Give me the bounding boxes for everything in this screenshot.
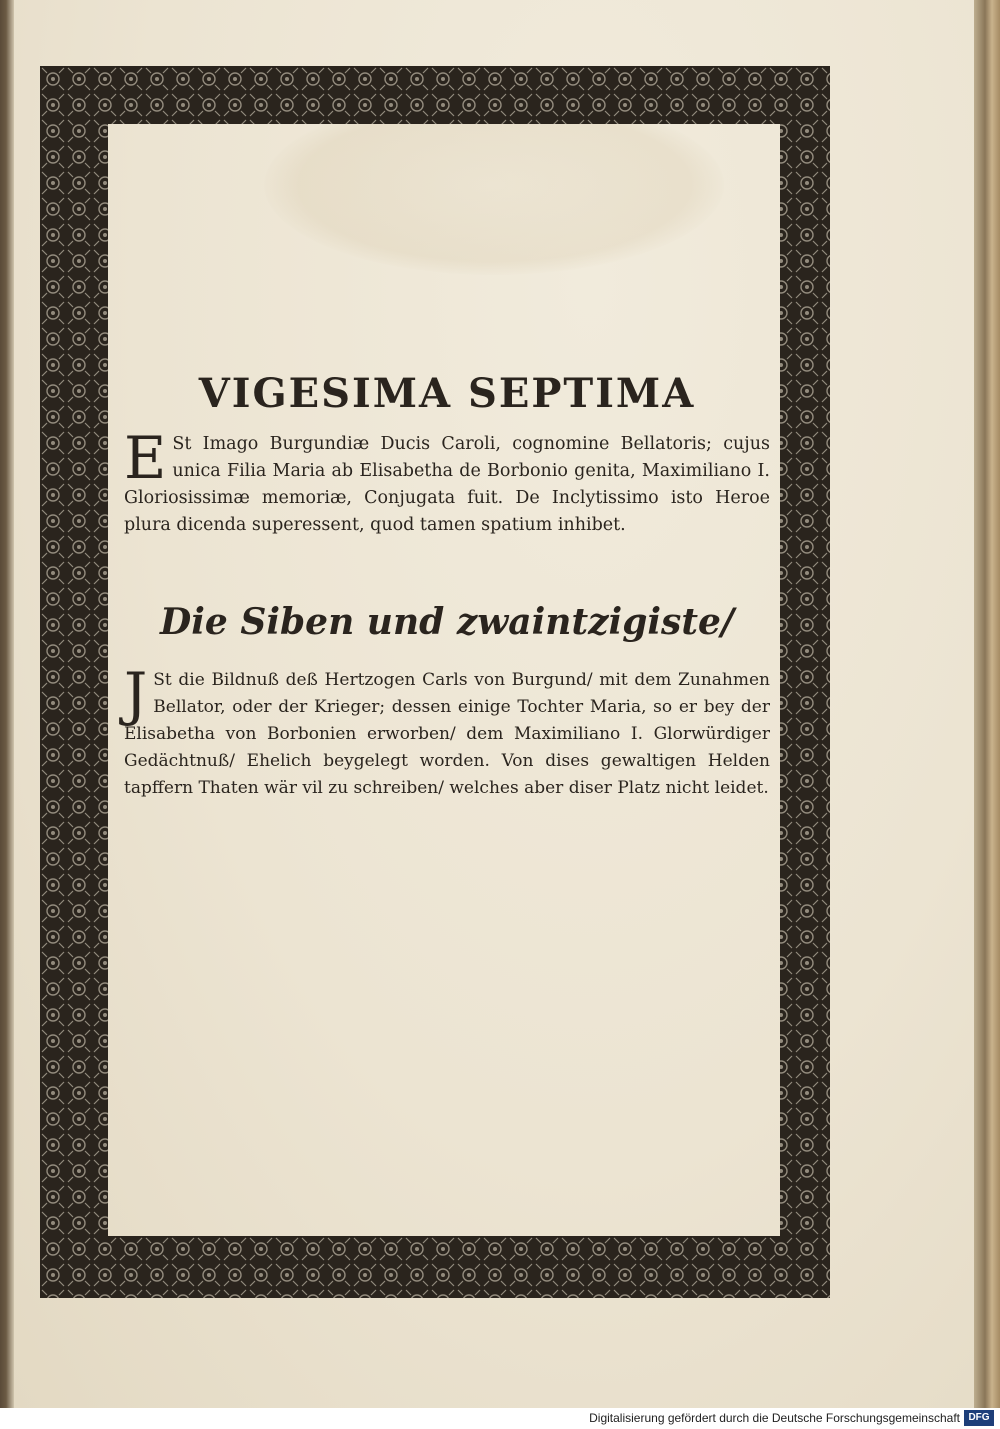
footer-bar [0, 1408, 1000, 1429]
dfg-credit: Digitalisierung gefördert durch die Deutsche Forschungsgemeinschaft [589, 1411, 960, 1425]
latin-text: St Imago Burgundiæ Ducis Caroli, cognomine Bellatoris; cujus unica Filia Maria ab Elisabetha de Borbonio genita, Maximiliano I. Gloriosissimæ memoriæ, Conjugata fuit. De Inclytissimo isto Heroe plura dicenda superessent, quod tamen spatium inhibet. [124, 434, 770, 535]
german-paragraph [124, 660, 770, 802]
german-text: St die Bildnuß deß Hertzogen Carls von Burgund/ mit dem Zunahmen Bellator, oder der Krieger; dessen einige Tochter Maria, so er bey der Elisabetha von Borbonien erworben/ dem Maximiliano I. Glorwürdiger Gedächtnuß/ Ehelich beygelegt worden. Von dises gewaltigen Helden tapffern Thaten wär vil zu schreiben/ welches aber diser Platz nicht leidet. [124, 670, 770, 798]
latin-paragraph [124, 424, 770, 539]
page-content [124, 370, 770, 802]
latin-title: VIGESIMA SEPTIMA [198, 370, 696, 417]
german-dropcap: J [124, 660, 148, 728]
dfg-logo: DFG [964, 1410, 994, 1426]
latin-dropcap: E [124, 424, 167, 492]
german-title: Die Siben und zwaintzigiste/ [160, 601, 734, 643]
